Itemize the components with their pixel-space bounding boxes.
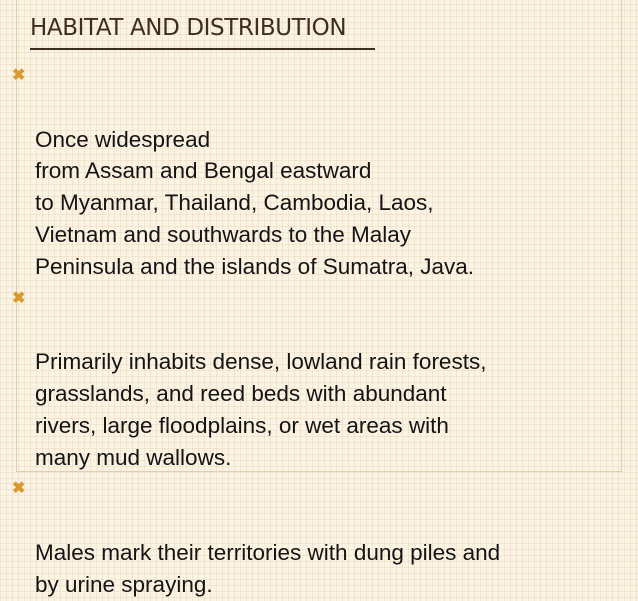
bullet-list	[12, 60, 622, 601]
bullet-item-territory	[12, 473, 622, 600]
x-bullet-icon: ✖	[12, 480, 26, 498]
bullet-item-habitat	[12, 283, 622, 474]
bullet-text-range: Once widespread from Assam and Bengal eastward to Myanmar, Thailand, Cambodia, Laos, Vietnam and southwards to the Malay Peninsula and the islands of Sumatra, Java.	[35, 126, 475, 279]
bullet-text-territory: Males mark their territories with dung piles and by urine spraying.	[35, 539, 501, 597]
slide-title: HABITAT AND DISTRIBUTION	[30, 15, 347, 41]
bullet-item-range	[12, 60, 622, 283]
bullet-text-habitat: Primarily inhabits dense, lowland rain forests, grasslands, and reed beds with abundant rivers, large floodplains, or wet areas with many mud wallows.	[35, 349, 487, 470]
title-underline	[30, 48, 375, 50]
x-bullet-icon: ✖	[12, 289, 26, 307]
x-bullet-icon: ✖	[12, 67, 26, 84]
